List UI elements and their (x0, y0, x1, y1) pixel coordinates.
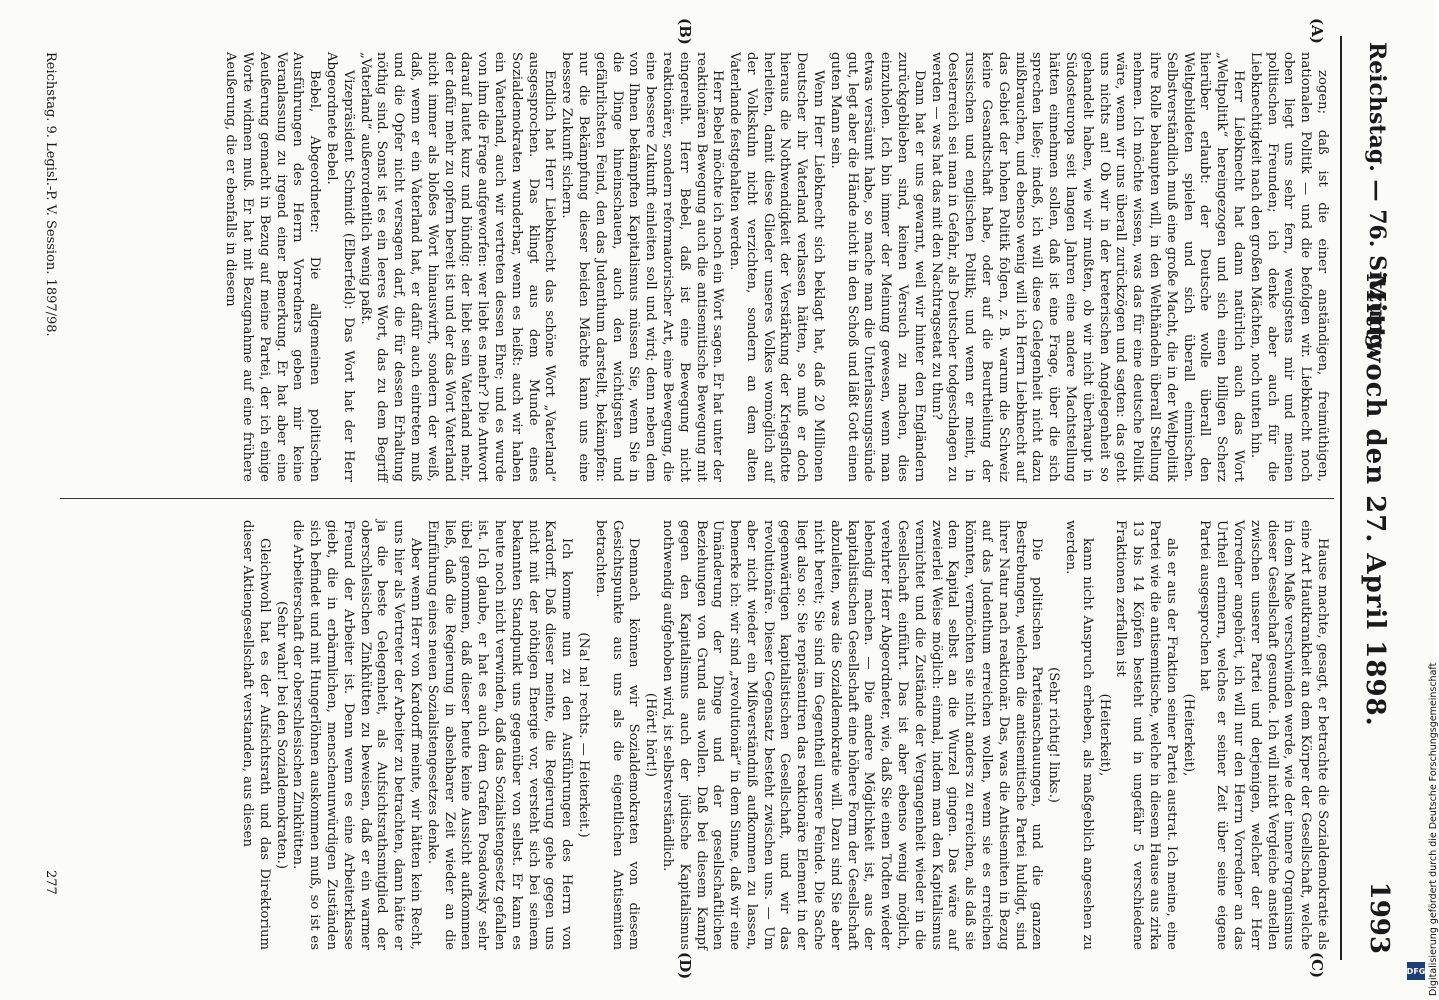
margin-mark-c: (C) (1308, 952, 1326, 979)
speaker-line: Bebel, Abgeordneter: Die allgemeinen politischen Ausführungen des Herrn Vorredners geben mir keine Veranlassung zu irgend einer Bemerkung. Er hat aber eine Aeußerung gemacht in Bezug auf meine Partei, der ich einige Worte widmen muß. Er hat mit Bezugnahme auf eine frühere Aeußerung, die er ebenfalls in diesem (223, 52, 323, 482)
margin-mark-d: (D) (676, 952, 694, 980)
paragraph: Wenn Herr Liebknecht sich beklagt hat, daß 20 Millionen Deutscher ihr Vaterland verlassen hätten, so muß er doch hieraus die Nothwendigkeit der Verstärkung der Kriegsflotte herleiten, damit diese Glieder unseres Volkes womöglich auf der Volkskuhn nicht verzichten, sondern an dem alten Vaterlande festgehalten werden. (727, 52, 827, 482)
funding-note: Digitalisierung gefördert durch die Deutsche Forschungsgemeinschaft (1428, 662, 1439, 996)
interjection: (Heiterkeit), (1096, 693, 1112, 777)
paragraph: kann nicht Anspruch erheben, als maßgeblich angesehen zu werden. (1063, 520, 1095, 950)
running-header-date: Mittwoch den 27. April 1898. (1360, 273, 1390, 727)
speaker-line: Vizepräsident Schmidt (Elberfeld): Das Wort hat der Herr Abgeordnete Bebel. (323, 52, 356, 482)
paragraph: als er aus der Fraktion seiner Partei austrat. Ich meine, eine Partei wie die antisemitische, welche in diesem Hause aus zirka 13 bis 14 Köpfen besteht und in ungefähr 5 verschiedene Fraktionen zerfallen ist (1113, 520, 1179, 950)
column-divider (60, 498, 1334, 499)
interjection: (Sehr richtig! links.) (1046, 667, 1062, 803)
paragraph: Dann hat er uns gewarnt, weil wir hinter den Engländern zurückgeblieben sind, keinen Versuch zu machen, dies einzuholen. Ich bin immer der Meinung gewesen, wenn man etwas versäumt habe, so mache man die Unterlassungssünde gut, legt aber die Hände nicht in den Schoß und läßt Gott einen guten Mann sein. (827, 52, 927, 482)
running-header-left: Reichstag. — 76. Sitzung. (1364, 42, 1390, 358)
paragraph: Herr Bebel möchte ich noch ein Wort sagen. Er hat unter der reaktionären Bewegung auch die antisemitische Bewegung mit eingereiht. Herr Bebel, daß ist eine Bewegung nicht reaktionärer, sondern reformatorischer Art, eine Bewegung, die eine bessere Zukunft einleiten soll und wird; denn neben dem von Ihnen bekämpften Kapitalismus müssen Sie, wenn Sie in die Dinge hineinschauen, auch den wichtigsten und gefährlichsten Feind, den das Judenthum darstellt, bekämpfen: nur die Bekämpfung dieser beiden Mächte kann uns eine bessere Zukunft sichern. (559, 52, 726, 482)
right-column (238, 520, 1330, 950)
paragraph: Demnach können wir Sozialdemokraten von diesem Gesichtspunkte aus uns als die eigentlichen Antisemiten betrachten. (592, 520, 642, 950)
margin-mark-b: (B) (676, 18, 694, 45)
paragraph: Ich komme nun zu den Ausführungen des Herrn von Kardorff. Daß dieser meinte, die Regierung gehe gegen uns nicht mit der nöthigen Energie vor, versteht sich bei seinem bekannten Standpunkt uns gegenüber von selbst. Er kann es heute noch nicht verwinden, daß das Sozialistengesetz gefallen ist. Ich glaube, er hat es auch dem Grafen Posadowsky sehr übel genommen, daß dieser heute keine Aussicht aufkommen ließ, daß die Regierung in absehbarer Zeit wieder an die Einführung eines neuen Sozialistengesetzes denke. (424, 520, 575, 950)
paragraph: Endlich hat Herr Liebknecht das schöne Wort „Vaterland“ ausgesprochen. Das klingt aus dem Munde eines Sozialdemokraten wunderbar, wenn es heißt: auch wir haben ein Vaterland, auch wir vertreten dessen Ehre; und es wurde von ihm die Frage aufgeworfen: wer liebt es mehr? Die Antwort darauf lautet kurz und bündig: der liebt sein Vaterland mehr, der dafür mehr zu opfern bereit ist und der das Wort Vaterland nicht immer als bloßes Wort hinauswirft, sondern der weiß, daß, wenn er ein Vaterland hat, er dafür auch eintreten muß und die Opfer nicht versagen darf, die für dessen Erhaltung nöthig sind. Sonst ist es ein leeres Wort, das zu dem Begriff „Vaterland“ außerordentlich wenig paßt. (357, 52, 558, 482)
footer-session: Reichstag. 9. Legisl.-P. V. Session. 1897/98. (43, 52, 58, 337)
page-number: 1993 (1364, 881, 1394, 954)
footer-sheet-number: 277 (43, 870, 58, 895)
paragraph: Herr Liebknecht hat dann natürlich auch das Wort „Weltpolitik“ hereingezogen und sich einen billigen Scherz hierüber erlaubt: der Deutsche wolle überall den Weltgebildeten spielen und sich überall einmischen. Selbstverständlich muß eine große Macht, die in der Weltpolitik ihre Rolle behaupten will, in den Welthändeln überall Stellung nehmen. Ich möchte wissen, was das für eine deutsche Politik wäre, wenn wir uns überall zurückzögen und sagten: das geht uns nichts an! Ob wir in der kreterischen Angelegenheit so gehandelt haben, wie wir mußten, ob wir nicht überhaupt in Südosteuropa seit langen Jahren eine andere Machtstellung hätten einnehmen sollen, daß ist eine Frage, über die sich sprechen ließe; indeß, ich will diese Gelegenheit nicht dazu mißbrauchen, und ebenso wenig will ich Herrn Liebknecht auf das Gebiet der hohen Politik folgen, z. B. warum die Schweiz keine Gesandtschaft habe, oder auf die Beurtheilung der russischen und englischen Politik; und wenn er meint, in Oesterreich sei man in Gefahr, als Deutscher todgeschlagen zu werden — was hat das mit den Nachtragsetat zu thun? (928, 52, 1247, 482)
funding-sidebar (1398, 0, 1439, 1000)
interjection: (Hört! hört!) (643, 692, 659, 778)
paragraph: Hause machte, gesagt, er betrachte die Sozialdemokratie als eine Art Hautkrankheit an dem Körper der Gesellschaft, welche in dem Maße verschwinden werde, wie der innere Organismus dieser Gesellschaft gesunde. Ich will nicht Vergleiche anstellen zwischen unserer Partei und derjenigen, welcher der Herr Vorredner angehört, ich will nur den Herrn Vorredner an das Urtheil erinnern, welches er seiner Zeit über seine eigene Partei ausgesprochen hat (1197, 520, 1330, 950)
dfg-logo-icon: DFG (1407, 962, 1425, 980)
margin-mark-a: (A) (1308, 18, 1326, 44)
left-column (221, 52, 1330, 482)
header-rule (1340, 36, 1342, 960)
interjection: (Na! na! rechts. — Heiterkeit.) (575, 632, 591, 838)
paragraph: Gleichwohl hat es der Aufsichtsrath und das Direktorium dieser Aktiengesellschaft verstanden, aus diesen (240, 520, 272, 950)
interjection: (Sehr wahr! bei den Sozialdemokraten.) (273, 601, 289, 869)
paragraph: zogen; daß ist die einer anständigen, freimüthigen, nationalen Politik — und die befolgen wir. Liebknecht noch oben liegt uns sehr fern, wenigstens mir und meinen politischen Freunden; ich denke aber auch für die Liebknechtigkeit nach den großen Mächten, noch unten hin. (1247, 52, 1330, 482)
paragraph: Die politischen Parteianschauungen, und die ganzen Bestrebungen, welchen die antisemitische Partei huldigt, sind ihrer Natur nach reaktionär. Das, was die Antisemiten in Bezug auf das Judenthum erreichen wollen, wenn sie es erreichen könnten, vermöchten sie nicht anders zu erreichen, als daß sie dem Kapital selbst an die Wurzel gingen. Das wäre auf zweierlei Weise möglich: einmal, indem man den Kapitalismus vernichtet und die Zustände der Vergangenheit wieder in die Gesellschaft einführt. Das ist aber ebenso wenig möglich, verehrter Herr Abgeordneter, wie, daß Sie einen Todten wieder lebendig machen. — Die andere Möglichkeit ist, aus der kapitalistischen Gesellschaft eine höhere Form der Gesellschaft abzuleiten, was die Sozialdemokratie will. Dazu sind Sie aber nicht bereit; Sie sind im Gegentheil unsere Feinde. Die Sache liegt also so: Sie repräsentiren das reaktionäre Element in der gegenwärtigen kapitalistischen Gesellschaft, und wir das revolutionäre. Dieser Gegensatz besteht zwischen uns. — Um aber nicht wieder ein Mißverständniß aufkommen zu lassen, bemerke ich: wir sind „revolutionär“ in dem Sinne, daß wir eine Umänderung der Dinge und der gesellschaftlichen Beziehungen von Grund aus wollen. Daß bei diesem Kampf gegen den Kapitalismus auch der jüdische Kapitalismus nothwendig aufgehoben wird, ist selbstverständlich. (659, 520, 1045, 950)
interjection: (Heiterkeit), (1180, 693, 1196, 777)
paragraph: Aber wenn Herr von Kardorff meinte, wir hätten kein Recht, uns hier als Vertreter der Arbeiter zu betrachten, dann hätte er ja die beste Gelegenheit, als Aufsichtsrathsmitglied der oberschlesischen Zinkhütten zu beweisen, daß er ein warmer Freund der Arbeiter ist. Denn wenn es eine Arbeiterklasse giebt, die in erbärmlichen, menschenunwürdigen Zuständen sich befindet und mit Hungerlöhnen auskommen muß, so ist es die Arbeiterschaft der oberschlesischen Zinkhütten. (290, 520, 423, 950)
